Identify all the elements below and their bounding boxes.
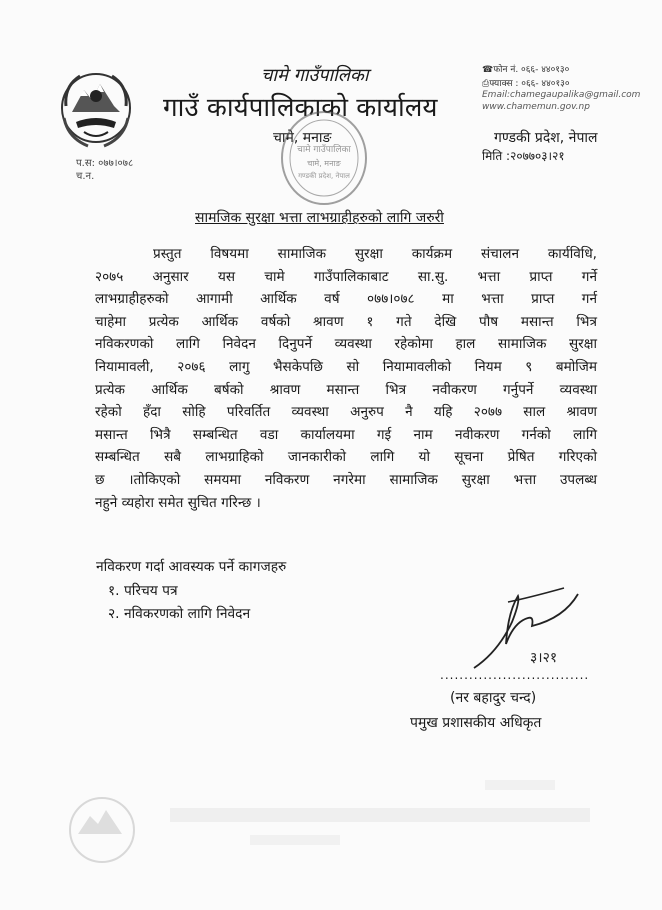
reference-number: प.स: ०७७।०७८ — [76, 158, 134, 169]
phone-value: फोन नं. ०६६- ४४०१३० — [493, 65, 570, 75]
website-text: www.chamemun.gov.np — [482, 102, 590, 112]
bleed-through-bar — [170, 808, 590, 822]
body-line: प्रत्येक आर्थिक बर्षको श्रावण मसान्त भित्र नवीकरण गर्नुपर्ने व्यवस्था — [95, 381, 597, 398]
stamp-line-2: चामे, मनाङ — [307, 159, 341, 168]
body-line: सम्बन्धित सबै लाभग्राहिको जानकारीको लागि यो सूचना प्रेषित गरिएको — [95, 449, 597, 466]
document-item: १. परिचय पत्र — [108, 583, 178, 599]
bleed-through-bar — [485, 780, 555, 790]
office-title: गाउँ कार्यपालिकाको कार्यालय — [163, 93, 438, 123]
signature-date: ३।२१ — [530, 650, 558, 666]
body-line: लाभग्राहीहरुको आगामी आर्थिक वर्ष ०७७।०७८ मा भत्ता प्राप्त गर्न — [95, 291, 597, 308]
nepal-emblem-logo — [58, 66, 134, 150]
municipality-name: चामे गाउँपालिका — [261, 65, 369, 86]
subject-line: सामजिक सुरक्षा भत्ता लाभग्राहीहरुको लागि जरुरी — [195, 210, 444, 226]
stamp-line-3: गण्डकी प्रदेश, नेपाल — [298, 172, 350, 180]
body-line: प्रस्तुत विषयमा सामाजिक सुरक्षा कार्यक्रम संचालन कार्यविधि, — [153, 246, 597, 262]
body-line: रहेको हँदा सोहि परिवर्तित व्यवस्था अनुरुप नै यहि २०७७ साल श्रावण — [95, 404, 597, 421]
office-location: चामे, मनाङ — [273, 130, 332, 146]
signatory-title: पमुख प्रशासकीय अधिकृत — [410, 715, 542, 731]
body-line: चाहेमा प्रत्येक आर्थिक वर्षको श्रावण १ गते देखि पौष मसान्त भित्र — [95, 313, 597, 330]
document-item: २. नविकरणको लागि निवेदन — [108, 606, 251, 622]
email-text: Email:chamegaupalika@gmail.com — [482, 90, 641, 100]
office-stamp — [278, 108, 370, 208]
fax-value: फ्याक्स : ०६६- ४४०१३० — [489, 79, 570, 89]
phone-text — [482, 62, 569, 75]
signatory-name: (नर बहादुर चन्द) — [450, 690, 537, 706]
documents-heading: नविकरण गर्दा आवस्यक पर्ने कागजहरु — [96, 559, 287, 575]
stamp-line-1: चामे गाउँपालिका — [297, 145, 351, 155]
body-line: छ ।तोकिएको समयमा नविकरण नगरेमा सामाजिक सुरक्षा भत्ता उपलब्ध — [95, 471, 597, 488]
phone-icon: ☎ — [482, 65, 494, 75]
bleed-through-emblem — [62, 790, 142, 870]
fax-icon: ⎙ — [482, 79, 490, 89]
handwritten-signature — [468, 582, 588, 678]
bleed-through-bar — [250, 835, 340, 845]
body-line: मसान्त भित्रै सम्बन्धित वडा कार्यालयमा गई नाम नवीकरण गर्नको लागि — [95, 426, 597, 443]
province-text: गण्डकी प्रदेश, नेपाल — [494, 130, 598, 146]
dispatch-number: च.न. — [76, 171, 95, 182]
body-paragraph — [95, 243, 597, 514]
body-line: नियामावली, २०७६ लागु भैसकेपछि सो नियामावलीको नियम ९ बमोजिम — [95, 358, 597, 375]
body-line: नहुने व्यहोरा समेत सुचित गरिन्छ । — [95, 494, 261, 511]
fax-text — [482, 76, 570, 89]
body-line: नविकरणको लागि निवेदन दिनुपर्ने व्यवस्था रहेकोमा हाल सामाजिक सुरक्षा — [95, 336, 597, 353]
date-text: मिति :२०७७०३।२१ — [482, 149, 565, 163]
signature-dotted-line: ............................... — [440, 668, 590, 682]
body-line: २०७५ अनुसार यस चामे गाउँपालिकाबाट सा.सु. भत्ता प्राप्त गर्ने — [95, 268, 597, 285]
